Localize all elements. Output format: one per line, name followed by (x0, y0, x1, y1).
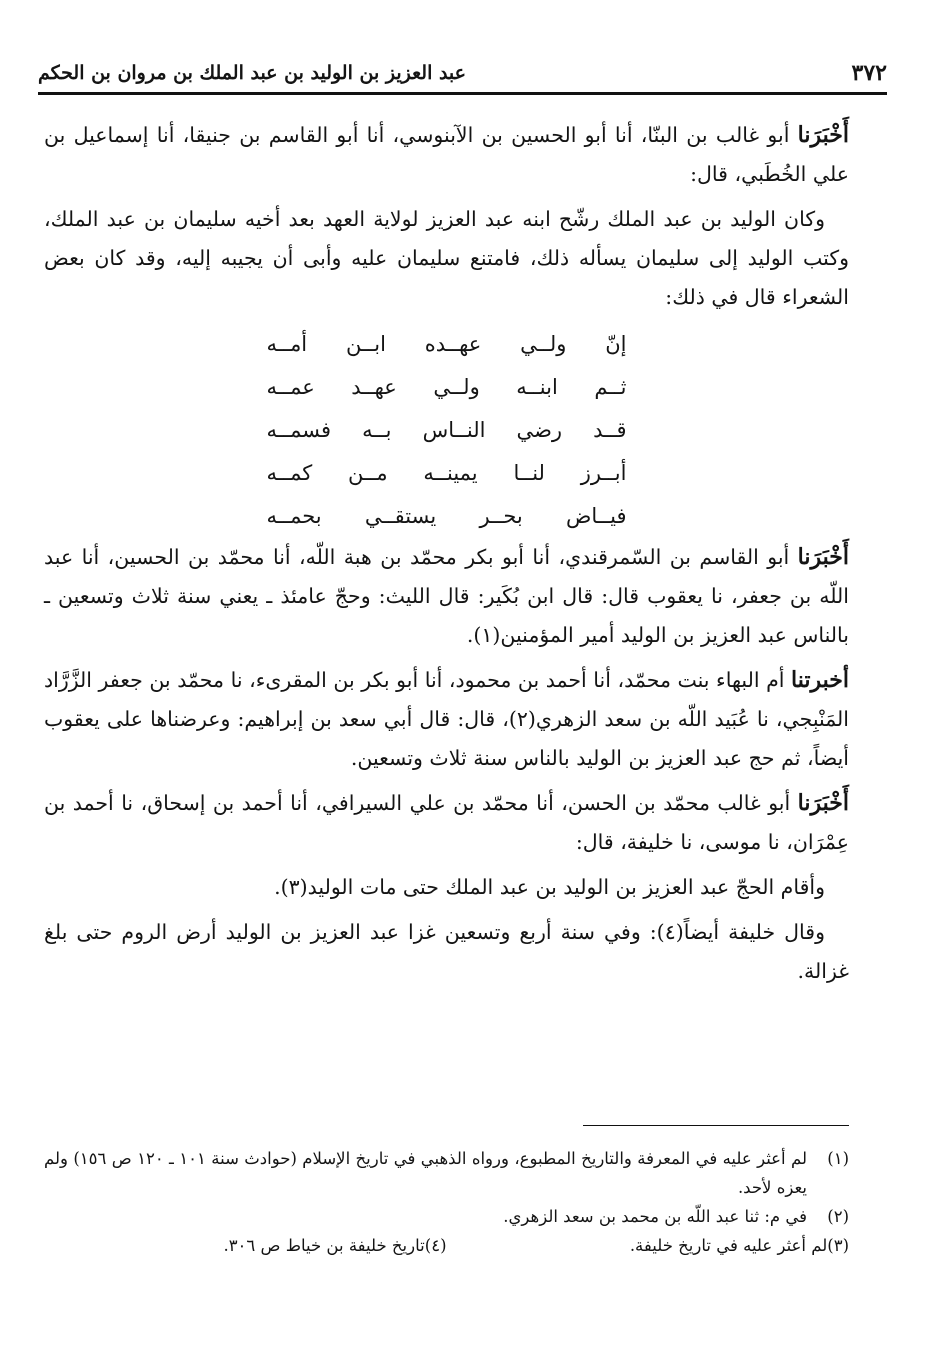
paragraph-text: أبو غالب محمّد بن الحسن، أنا محمّد بن علي السيرافي، أنا أحمد بن إسحاق، نا أحمد بن عِمْرَان، نا موسى، نا خليفة، قال: (44, 791, 849, 854)
footnote-text: في م: ثنا عبد اللّه بن محمد بن سعد الزهري. (503, 1207, 807, 1226)
poem-line: قــد رضي النــاس بــه فسمــه (266, 418, 627, 442)
poem-line: إنّ ولــي عهــده ابــن أمــه (266, 332, 627, 356)
paragraph-text: أبو غالب بن البنّا، أنا أبو الحسين بن الآبنوسي، أنا أبو القاسم بن جنيقا، أنا إسماعيل بن علي الخُطَبي، قال: (44, 123, 849, 186)
footnotes (44, 1144, 849, 1260)
page-number: ٣٧٢ (851, 60, 887, 86)
paragraph (44, 116, 849, 194)
poem-line: ثــم ابنــه ولــي عهــد عمــه (266, 375, 627, 399)
footnote (447, 1231, 850, 1260)
narration-keyword: أَخْبَرَنا (797, 544, 849, 570)
footnote-number: (٣) (827, 1236, 849, 1255)
paragraph (44, 200, 849, 317)
poem-line: أبــرز لنــا يمينــه مــن كمــه (266, 461, 627, 485)
narration-keyword: أَخْبَرَنا (797, 790, 849, 816)
footnote (44, 1202, 849, 1231)
paragraph (44, 784, 849, 862)
paragraph-text: وكان الوليد بن عبد الملك رشّح ابنه عبد العزيز لولاية العهد بعد أخيه سليمان بن عبد الملك، وكتب الوليد إلى سليمان يسأله ذلك، فامتنع سليمان عليه وأبى أن يجيبه إليه، وقد كان بعض الشعراء قال في ذلك: (44, 207, 849, 309)
main-text (44, 116, 849, 997)
footnote-number: (٤) (424, 1236, 447, 1255)
narration-keyword: أخبرتنا (791, 667, 849, 693)
paragraph-text: وقال خليفة أيضاً(٤): وفي سنة أربع وتسعين غزا عبد العزيز بن الوليد أرض الروم حتى بلغ غزالة. (44, 920, 849, 983)
footnote-text: لم أعثر عليه في المعرفة والتاريخ المطبوع، ورواه الذهبي في تاريخ الإسلام (حوادث سنة ١٠١ ـ ١٢٠ ص ١٥٦) ولم يعزه لأحد. (44, 1149, 807, 1197)
footnote-rule (583, 1125, 849, 1126)
footnote (44, 1144, 849, 1202)
paragraph (44, 661, 849, 778)
running-title: عبد العزيز بن الوليد بن عبد الملك بن مروان بن الحكم (38, 62, 467, 84)
footnote-row (44, 1231, 849, 1260)
header-rule (38, 92, 887, 95)
poem-line: فيــاض بحــر يستقــي بحمــه (266, 504, 627, 528)
poem (267, 323, 627, 538)
footnote-number: (١) (827, 1149, 849, 1168)
narration-keyword: أَخْبَرَنا (797, 122, 849, 148)
paragraph-text: أم البهاء بنت محمّد، أنا أحمد بن محمود، أنا أبو بكر بن المقرىء، نا محمّد بن جعفر الزَّرَّاد المَنْبِجي، نا عُبَيد اللّه بن سعد الزهري(٢)، قال: قال أبي سعد بن إبراهيم: وعرضناها على يعقوب أيضاً، ثم حج عبد العزيز بن الوليد بالناس سنة ثلاث وتسعين. (44, 668, 849, 770)
paragraph (44, 538, 849, 655)
paragraph-text: وأقام الحجّ عبد العزيز بن الوليد بن عبد الملك حتى مات الوليد(٣). (274, 875, 825, 899)
page-header (38, 52, 887, 92)
footnote (44, 1231, 447, 1260)
paragraph-text: أبو القاسم بن السّمرقندي، أنا أبو بكر محمّد بن هبة اللّه، أنا محمّد بن الحسين، أنا عبد اللّه بن جعفر، نا يعقوب قال: قال ابن بُكَير: قال الليث: وحجّ عامئذ ـ يعني سنة ثلاث وتسعين ـ بالناس عبد العزيز بن الوليد أمير المؤمنين(١). (44, 545, 849, 647)
footnote-text: لم أعثر عليه في تاريخ خليفة. (629, 1236, 828, 1255)
paragraph (44, 868, 849, 907)
paragraph (44, 913, 849, 991)
footnote-text: تاريخ خليفة بن خياط ص ٣٠٦. (223, 1236, 425, 1255)
footnote-number: (٢) (827, 1207, 849, 1226)
